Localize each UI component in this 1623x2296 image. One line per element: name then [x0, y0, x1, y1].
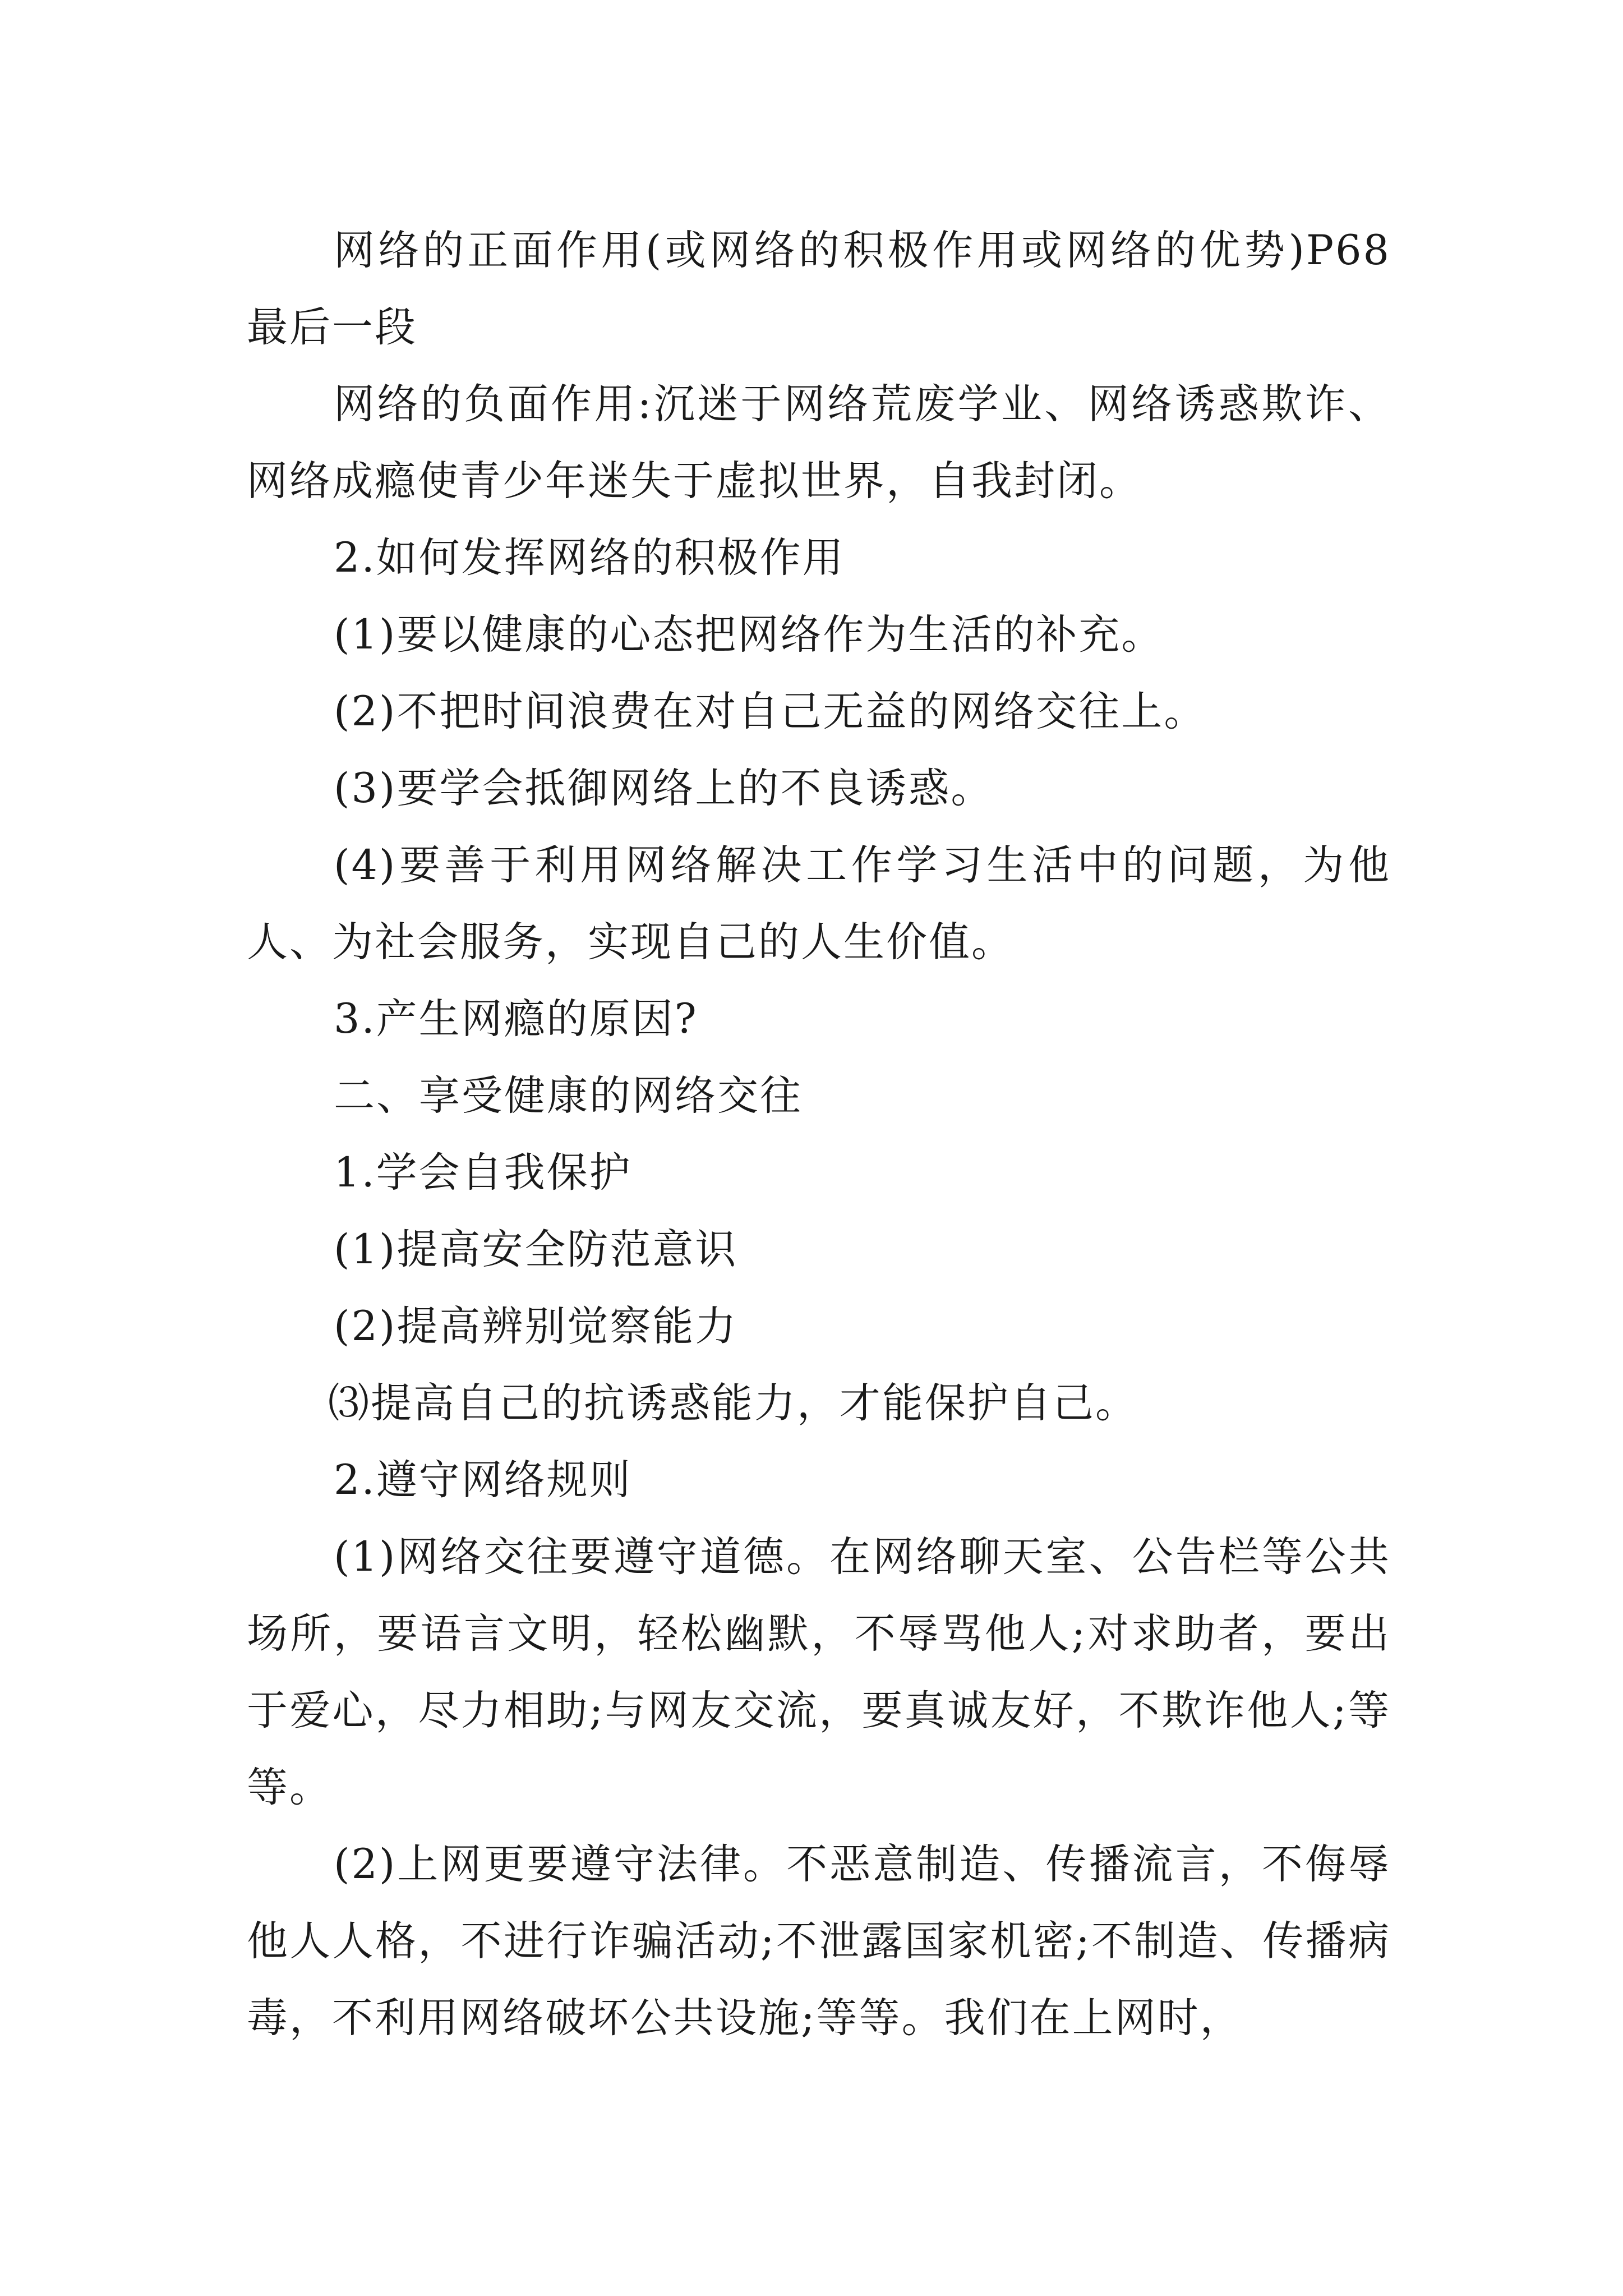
heading-self-protection: 1.学会自我保护 [334, 1149, 632, 1197]
list-item-discernment: (2)提高辨别觉察能力 [334, 1303, 738, 1350]
list-item-1: (1)要以健康的心态把网络作为生活的补充。 [334, 611, 1164, 659]
heading-addiction-causes: 3.产生网瘾的原因? [334, 995, 698, 1043]
document-body [247, 212, 1391, 2056]
paragraph-morality: (1)网络交往要遵守道德。在网络聊天室、公告栏等公共场所，要语言文明，轻松幽默，不辱骂他人;对求助者，要出于爱心，尽力相助;与网友交流，要真诚友好，不欺诈他人;等等。 [247, 1533, 1391, 1811]
paragraph-law: (2)上网更要遵守法律。不恶意制造、传播流言，不侮辱他人人格，不进行诈骗活动;不泄露国家机密;不制造、传播病毒，不利用网络破坏公共设施;等等。我们在上网时， [247, 1841, 1391, 2042]
list-item-resist-temptation: ⑶提高自己的抗诱惑能力，才能保护自己。 [328, 1379, 1138, 1427]
heading-positive-role: 2.如何发挥网络的积极作用 [334, 534, 845, 582]
paragraph-negative-effects: 网络的负面作用:沉迷于网络荒废学业、网络诱惑欺诈、网络成瘾使青少年迷失于虚拟世界，自我封闭。 [247, 380, 1391, 505]
list-item-2: (2)不把时间浪费在对自己无益的网络交往上。 [334, 688, 1207, 735]
heading-network-rules: 2.遵守网络规则 [334, 1456, 632, 1504]
list-item-4: (4)要善于利用网络解决工作学习生活中的问题，为他人、为社会服务，实现自己的人生价值。 [247, 841, 1391, 966]
paragraph-positive-effects: 网络的正面作用(或网络的积极作用或网络的优势)P68最后一段 [247, 227, 1391, 351]
list-item-3: (3)要学会抵御网络上的不良诱惑。 [334, 765, 994, 812]
section-heading-healthy-interaction: 二、享受健康的网络交往 [334, 1072, 803, 1120]
list-item-safety-awareness: (1)提高安全防范意识 [334, 1226, 738, 1273]
